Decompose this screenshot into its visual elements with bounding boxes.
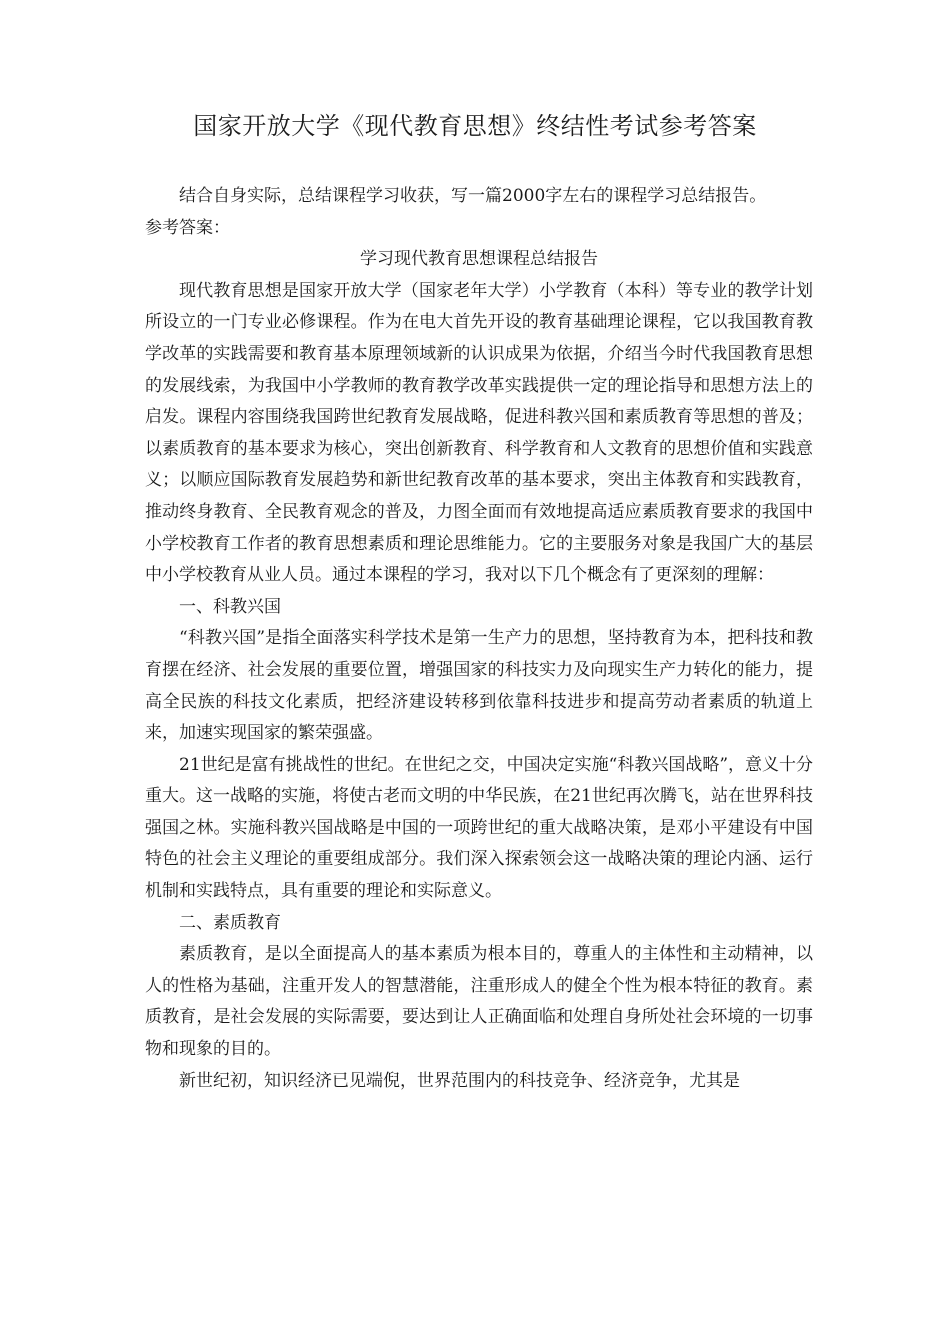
answer-label: 参考答案： — [145, 217, 230, 238]
paragraph-suzhi-definition: 素质教育，是以全面提高人的基本素质为根本目的，尊重人的主体性和主动精神，以人的性格为基础，注重开发人的智慧潜能，注重形成人的健全个性为根本特征的教育。素质教育，是社会发展的实际需要，要达到让人正确面临和处理自身所处社会环境的一切事物和现象的目的。 — [145, 944, 813, 1060]
question-text: 结合自身实际，总结课程学习收获，写一篇2000字左右的课程学习总结报告。 — [179, 186, 767, 206]
document-title: 国家开放大学《现代教育思想》终结性考试参考答案 — [193, 112, 757, 140]
paragraph-kejiao-definition: “科教兴国”是指全面落实科学技术是第一生产力的思想，坚持教育为本，把科技和教育摆在经济、社会发展的重要位置，增强国家的科技实力及向现实生产力转化的能力，提高全民族的科技文化素质，把经济建设转移到依靠科技进步和提高劳动者素质的轨道上来，加速实现国家的繁荣强盛。 — [145, 628, 813, 744]
paragraph-kejiao-strategy: 21世纪是富有挑战性的世纪。在世纪之交，中国决定实施“科教兴国战略”，意义十分重大。这一战略的实施，将使古老而文明的中华民族，在21世纪再次腾飞，站在世界科技强国之林。实施科教兴国战略是中国的一项跨世纪的重大战略决策，是邓小平建设有中国特色的社会主义理论的重要组成部分。我们深入探索领会这一战略决策的理论内涵、运行机制和实践特点，具有重要的理论和实际意义。 — [145, 754, 814, 902]
document-body — [145, 181, 813, 1097]
paragraph-new-century: 新世纪初，知识经济已见端倪，世界范围内的科技竞争、经济竞争，尤其是 — [179, 1070, 740, 1091]
section-heading-1: 一、科教兴国 — [179, 596, 281, 617]
paragraph-intro: 现代教育思想是国家开放大学（国家老年大学）小学教育（本科）等专业的教学计划所设立的一门专业必修课程。作为在电大首先开设的教育基础理论课程，它以我国教育教学改革的实践需要和教育基本原理领域新的认识成果为依据，介绍当今时代我国教育思想的发展线索，为我国中小学教师的教育教学改革实践提供一定的理论指导和思想方法上的启发。课程内容围绕我国跨世纪教育发展战略，促进科教兴国和素质教育等思想的普及；以素质教育的基本要求为核心，突出创新教育、科学教育和人文教育的思想价值和实践意义；以顺应国际教育发展趋势和新世纪教育改革的基本要求，突出主体教育和实践教育，推动终身教育、全民教育观念的普及，力图全面而有效地提高适应素质教育要求的我国中小学校教育工作者的教育思想素质和理论思维能力。它的主要服务对象是我国广大的基层中小学校教育从业人员。通过本课程的学习，我对以下几个概念有了更深刻的理解： — [145, 280, 813, 586]
section-heading-2: 二、素质教育 — [179, 912, 281, 933]
report-title: 学习现代教育思想课程总结报告 — [360, 249, 598, 270]
